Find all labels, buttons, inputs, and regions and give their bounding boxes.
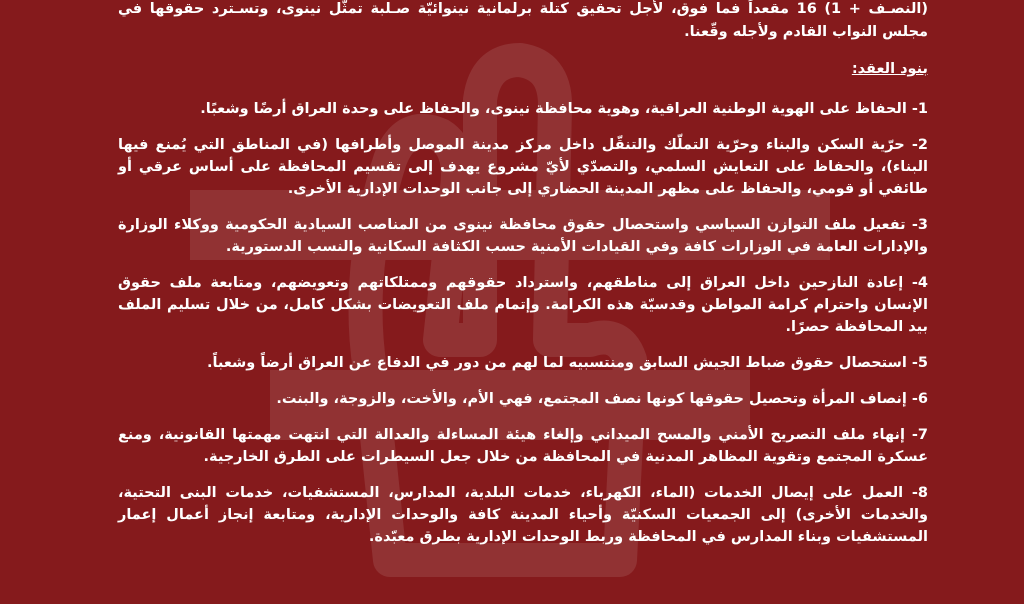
clause-1: 1- الحفاظ على الهوية الوطنية العراقية، وهوية محافظة نينوى، والحفاظ على وحدة العراق أرضًا وشعبًا. <box>200 101 928 117</box>
clause-5: 5- استحصال حقوق ضباط الجيش السابق ومنتسبيه لما لهم من دور في الدفاع عن العراق أرضاً وشعباً. <box>206 355 928 371</box>
clause-4: 4- إعادة النازحين داخل العراق إلى مناطقهم، واسترداد حقوقهم وممتلكاتهم وتعويضهم، ومتابعة ملف حقوق الإنسان واحترام كرامة المواطن وقدسيّة هذه الكرامة. وإتمام ملف التعويضات بشكل كامل، من خلال تسليم الملف بيد المحافظة حصرًا. <box>118 275 928 335</box>
clause-7: 7- إنهاء ملف التصريح الأمني والمسح الميداني وإلغاء هيئة المساءلة والعدالة التي انتهت مهمتها القانونية، ومنع عسكرة المجتمع وتقوية المظاهر المدنية في المحافظة من خلال جعل السيطرات على الطرق الخارجية. <box>118 427 928 465</box>
clause-6: 6- إنصاف المرأة وتحصيل حقوقها كونها نصف المجتمع، فهي الأم، والأخت، والزوجة، والبنت. <box>276 391 928 407</box>
clause-3: 3- تفعيل ملف التوازن السياسي واستحصال حقوق محافظة نينوى من المناصب السيادية الحكومية ووكلاء الوزارة والإدارات العامة في الوزارات كافة وفي القيادات الأمنية حسب الكثافة السكانية والنسب الدستورية. <box>118 217 928 255</box>
document-page <box>118 0 928 562</box>
intro-paragraph: (النصـف + 1) 16 مقعداً فما فوق، لأجل تحقيق كتلة برلمانية نينوائيّة صـلبة تمثّل نينوى، وتسـترد حقوقها في مجلس النواب القادم ولأجله وقّعنا. <box>118 1 928 40</box>
contract-clauses-heading: بنود العقد: <box>851 61 928 77</box>
clause-8: 8- العمل على إيصال الخدمات (الماء، الكهرباء، خدمات البلدية، المدارس، المستشفيات، خدمات البنى التحتية، والخدمات الأخرى) إلى الجمعيات السكنيّة وأحياء المدينة كافة والوحدات الإدارية، ومتابعة إنجاز أعمال إعمار المستشفيات وبناء المدارس في المحافظة وربط الوحدات الإدارية بطرق معبّدة. <box>118 485 928 545</box>
clause-2: 2- حرّية السكن والبناء وحرّية التملّك والتنقّل داخل مركز مدينة الموصل وأطرافها (في المناطق التي يُمنع فيها البناء)، والحفاظ على التعايش السلمي، والتصدّي لأيّ مشروع يهدف إلى تقسيم المحافظة على أساس عرقي أو طائفي أو قومي، والحفاظ على مظهر المدينة الحضاري إلى جانب الوحدات الإدارية الأخرى. <box>118 137 928 197</box>
